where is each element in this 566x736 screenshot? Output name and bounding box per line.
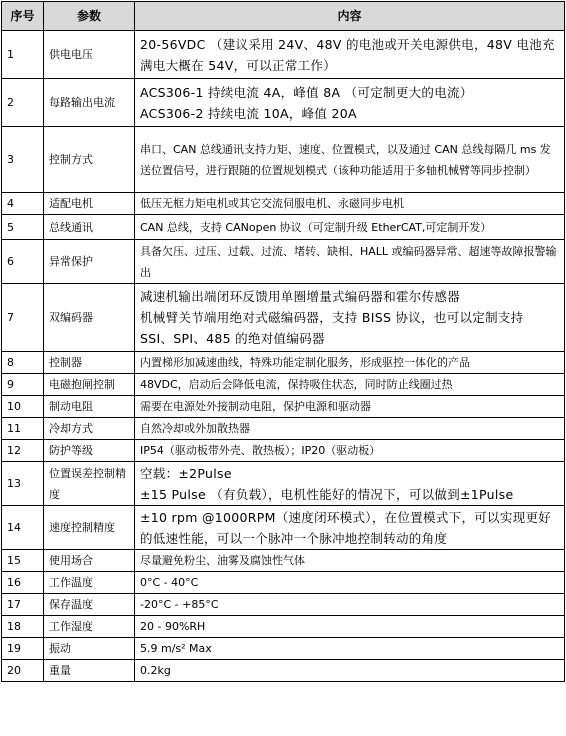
parameter-name: 振动 <box>44 638 135 660</box>
table-row <box>2 79 565 127</box>
row-number: 11 <box>2 418 44 440</box>
value-line: 空载：±2Pulse <box>140 465 232 481</box>
parameter-value <box>135 550 565 572</box>
row-number: 17 <box>2 594 44 616</box>
table-row <box>2 506 565 550</box>
table-row <box>2 440 565 462</box>
parameter-value <box>135 594 565 616</box>
value-line: CAN 总线，支持 CANopen 协议（可定制升级 EtherCAT,可定制开发） <box>140 220 492 234</box>
parameter-value <box>135 79 565 127</box>
row-number: 6 <box>2 240 44 284</box>
parameter-value <box>135 418 565 440</box>
table-header <box>2 2 565 31</box>
parameter-value <box>135 240 565 284</box>
table-row <box>2 660 565 682</box>
header-param: 参数 <box>44 2 135 31</box>
parameter-value <box>135 215 565 240</box>
parameter-value <box>135 440 565 462</box>
value-line: 内置梯形加减速曲线，特殊功能定制化服务，形成驱控一体化的产品 <box>140 356 470 369</box>
parameter-value <box>135 31 565 79</box>
header-content: 内容 <box>135 2 565 31</box>
row-number: 14 <box>2 506 44 550</box>
parameter-name: 总线通讯 <box>44 215 135 240</box>
row-number: 15 <box>2 550 44 572</box>
parameter-name: 电磁抱闸控制 <box>44 374 135 396</box>
header-no: 序号 <box>2 2 44 31</box>
row-number: 4 <box>2 193 44 215</box>
table-row <box>2 240 565 284</box>
parameter-name: 位置误差控制精度 <box>44 462 135 506</box>
parameter-value <box>135 284 565 352</box>
table-body <box>2 31 565 682</box>
value-line: -20°C - +85°C <box>140 598 219 611</box>
parameter-name: 控制方式 <box>44 127 135 193</box>
parameter-value <box>135 462 565 506</box>
row-number: 1 <box>2 31 44 79</box>
parameter-value <box>135 352 565 374</box>
parameter-name: 每路输出电流 <box>44 79 135 127</box>
row-number: 5 <box>2 215 44 240</box>
table-row <box>2 638 565 660</box>
table-row <box>2 284 565 352</box>
parameter-value <box>135 572 565 594</box>
parameter-value <box>135 193 565 215</box>
table-row <box>2 594 565 616</box>
row-number: 10 <box>2 396 44 418</box>
parameter-value <box>135 638 565 660</box>
value-line: 20 - 90%RH <box>140 620 206 633</box>
value-line: 串口、CAN 总线通讯支持力矩、速度、位置模式，以及通过 CAN 总线每隔几 ms 发送位置信号，进行跟随的位置规划模式（该种功能适用于多轴机械臂等同步控制） <box>140 142 551 177</box>
value-line: ACS306-2 持续电流 10A，峰值 20A <box>140 105 357 121</box>
row-number: 19 <box>2 638 44 660</box>
table-row <box>2 352 565 374</box>
value-line: 需要在电源处外接制动电阻，保护电源和驱动器 <box>140 400 371 413</box>
value-line: 低压无框力矩电机或其它交流伺服电机、永磁同步电机 <box>140 197 404 210</box>
row-number: 13 <box>2 462 44 506</box>
row-number: 20 <box>2 660 44 682</box>
header-row <box>2 2 565 31</box>
parameter-name: 冷却方式 <box>44 418 135 440</box>
table-row <box>2 418 565 440</box>
parameter-name: 异常保护 <box>44 240 135 284</box>
value-line: IP54（驱动板带外壳、散热板）；IP20（驱动板） <box>140 444 381 457</box>
value-line: 48VDC，启动后会降低电流，保持吸住状态，同时防止线圈过热 <box>140 378 453 391</box>
parameter-value <box>135 660 565 682</box>
value-line: 机械臂关节端用绝对式磁编码器，支持 BISS 协议，也可以定制支持 SSI、SPI、485 的绝对值编码器 <box>140 310 524 346</box>
parameter-value <box>135 374 565 396</box>
row-number: 2 <box>2 79 44 127</box>
parameter-name: 防护等级 <box>44 440 135 462</box>
row-number: 18 <box>2 616 44 638</box>
table-row <box>2 127 565 193</box>
row-number: 16 <box>2 572 44 594</box>
value-line: ±15 Pulse （有负载），电机性能好的情况下，可以做到±1Pulse <box>140 486 514 502</box>
value-line: 0.2kg <box>140 664 171 677</box>
table-row <box>2 572 565 594</box>
parameter-name: 工作温度 <box>44 572 135 594</box>
value-line: 自然冷却或外加散热器 <box>140 422 250 435</box>
parameter-name: 控制器 <box>44 352 135 374</box>
value-line: 0°C - 40°C <box>140 576 199 589</box>
parameter-name: 重量 <box>44 660 135 682</box>
table-row <box>2 550 565 572</box>
parameter-name: 双编码器 <box>44 284 135 352</box>
table-row <box>2 193 565 215</box>
table-row <box>2 374 565 396</box>
parameter-value <box>135 396 565 418</box>
table-row <box>2 31 565 79</box>
value-line: ±10 rpm @1000RPM（速度闭环模式），在位置模式下，可以实现更好的低速性能，可以一个脉冲一个脉冲地控制转动的角度 <box>140 509 552 546</box>
parameter-name: 工作湿度 <box>44 616 135 638</box>
parameter-value <box>135 127 565 193</box>
parameter-value <box>135 616 565 638</box>
parameter-name: 供电电压 <box>44 31 135 79</box>
row-number: 12 <box>2 440 44 462</box>
value-line: 5.9 m/s² Max <box>140 642 212 655</box>
parameter-name: 保存温度 <box>44 594 135 616</box>
table-row <box>2 215 565 240</box>
table-row <box>2 462 565 506</box>
row-number: 7 <box>2 284 44 352</box>
spec-table <box>1 1 565 682</box>
parameter-name: 速度控制精度 <box>44 506 135 550</box>
row-number: 3 <box>2 127 44 193</box>
parameter-name: 适配电机 <box>44 193 135 215</box>
value-line: 具备欠压、过压、过载、过流、堵转、缺相、HALL 或编码器异常、超速等故障报警输出 <box>140 244 557 279</box>
value-line: ACS306-1 持续电流 4A，峰值 8A （可定制更大的电流） <box>140 84 473 100</box>
value-line: 20-56VDC （建议采用 24V、48V 的电池或开关电源供电，48V 电池充满电大概在 54V，可以正常工作） <box>140 36 555 73</box>
parameter-name: 使用场合 <box>44 550 135 572</box>
value-line: 减速机输出端闭环反馈用单圈增量式编码器和霍尔传感器 <box>140 289 461 304</box>
table-row <box>2 616 565 638</box>
table-row <box>2 396 565 418</box>
row-number: 8 <box>2 352 44 374</box>
row-number: 9 <box>2 374 44 396</box>
value-line: 尽量避免粉尘、油雾及腐蚀性气体 <box>140 554 305 567</box>
parameter-name: 制动电阻 <box>44 396 135 418</box>
parameter-value <box>135 506 565 550</box>
